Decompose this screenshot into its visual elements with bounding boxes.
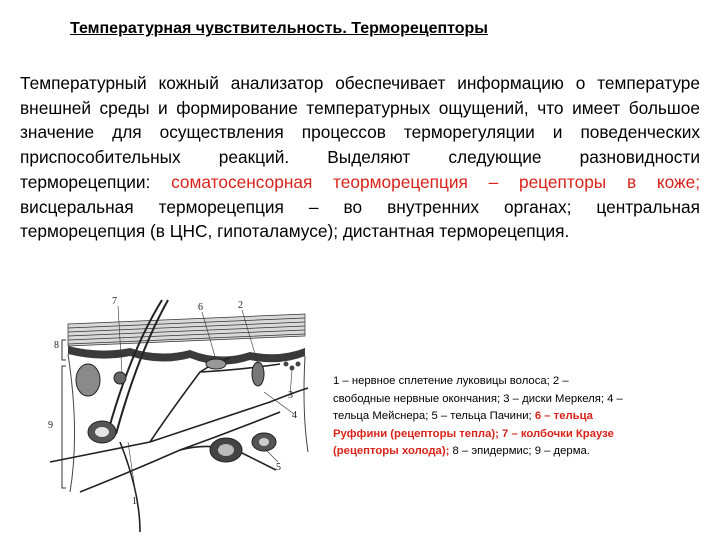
figure-label-7: 7 [112, 296, 117, 307]
figure-label-3: 3 [288, 390, 293, 401]
hair-bulb-core [95, 427, 109, 437]
pacinian-core [218, 444, 234, 456]
sebaceous-gland [76, 364, 100, 396]
epidermis-bracket [62, 340, 66, 360]
meissner-corpuscle [252, 362, 264, 386]
paragraph-intro: Температурный кожный анализатор обеспечивает информацию о температуре внешней среды и формирование температурных ощущений, что имеет большое значение для осуществления процессов терморегуляции и поведенческих приспособительных реакций. Выделяют следующие разновидности терморецепции: [20, 73, 700, 192]
paragraph-rest: висцеральная терморецепция – во внутренних органах; центральная терморецепция (в ЦНС, гипоталамусе); дистантная терморецепция. [20, 196, 700, 242]
figure-label-4: 4 [292, 410, 297, 421]
pacinian-core-2 [259, 438, 269, 446]
caption-part-1: 1 – нервное сплетение луковицы волоса; 2 – свободные нервные окончания; 3 – диски Меркеля; 4 – тельца Мейснера; 5 – тельца Пачини; [333, 375, 623, 423]
figure-label-8: 8 [54, 340, 59, 351]
caption-part-3: 8 – эпидермис; 9 – дерма. [449, 445, 590, 458]
dermis-bracket [62, 366, 66, 488]
slide-title: Температурная чувствительность. Терморецепторы [70, 20, 488, 37]
paragraph-highlight: соматосенсорная теорморецепция – рецепторы в коже; [171, 171, 700, 192]
merkel-discs [284, 362, 301, 371]
figure-label-1: 1 [132, 496, 137, 507]
krause-bulb [114, 372, 126, 384]
body-paragraph [20, 71, 700, 244]
caption-part-2: 6 – тельца Руффини (рецепторы тепла); 7 – колбочки Краузе (рецепторы холода); [333, 410, 614, 458]
figure-label-5: 5 [276, 462, 281, 473]
basal-layer [68, 346, 305, 365]
skin-receptors-illustration [40, 292, 330, 532]
epidermis-layer [68, 314, 305, 346]
figure-label-9: 9 [48, 420, 53, 431]
figure-label-6: 6 [198, 302, 203, 313]
ruffini-ending [206, 359, 226, 369]
figure-caption [333, 373, 625, 461]
figure-label-2: 2 [238, 300, 243, 311]
